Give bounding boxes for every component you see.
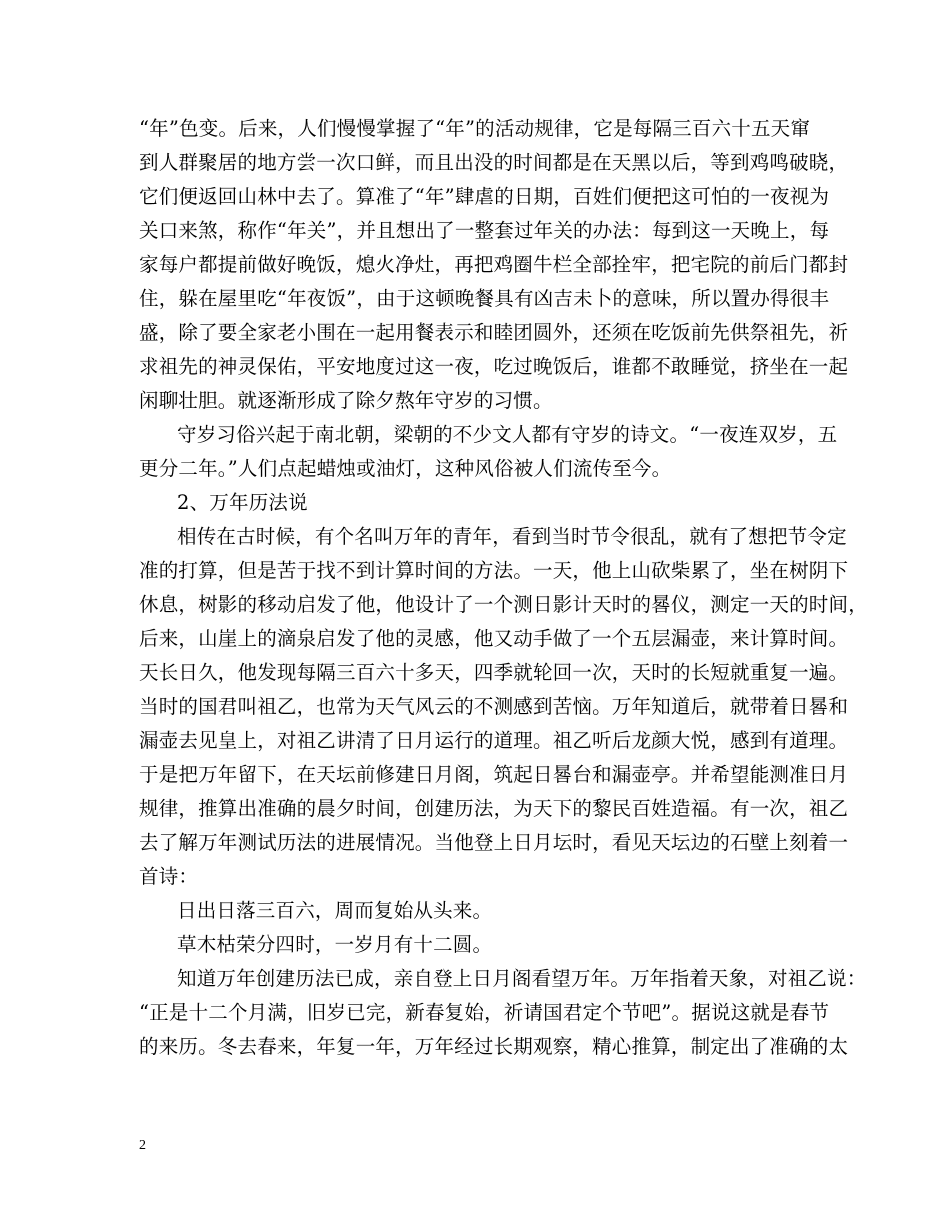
text-line: 家每户都提前做好晚饭，熄火净灶，再把鸡圈牛栏全部拴牢，把宅院的前后门都封	[139, 253, 849, 276]
text-line: 后来，山崖上的滴泉启发了他的灵感，他又动手做了一个五层漏壶，来计算时间。	[139, 627, 849, 650]
poem-line: 日出日落三百六，周而复始从头来。	[177, 899, 493, 922]
text-line: 盛，除了要全家老小围在一起用餐表示和睦团圆外，还须在吃饭前先供祭祖先，祈	[139, 321, 849, 344]
text-line: 住，躲在屋里吃“年夜饭”，由于这顿晚餐具有凶吉未卜的意味，所以置办得很丰	[139, 287, 830, 310]
text-line: 关口来煞，称作“年关”，并且想出了一整套过年关的办法：每到这一天晚上，每	[139, 219, 830, 242]
text-line: 闲聊壮胆。就逐渐形成了除夕熬年守岁的习惯。	[139, 389, 553, 412]
text-line: 它们便返回山林中去了。算准了“年”肆虐的日期，百姓们便把这可怕的一夜视为	[139, 185, 830, 208]
paragraph-start-line: 相传在古时候，有个名叫万年的青年，看到当时节令很乱，就有了想把节令定	[177, 525, 847, 548]
paragraph-start-line: 知道万年创建历法已成，亲自登上日月阁看望万年。万年指着天象，对祖乙说：	[177, 967, 867, 990]
page-number: 2	[139, 1138, 146, 1153]
text-line: 到人群聚居的地方尝一次口鲜，而且出没的时间都是在天黑以后，等到鸡鸣破晓，	[139, 151, 849, 174]
text-line: 天长日久，他发现每隔三百六十多天，四季就轮回一次，天时的长短就重复一遍。	[139, 661, 849, 684]
text-line: 规律，推算出准确的晨夕时间，创建历法，为天下的黎民百姓造福。有一次，祖乙	[139, 797, 849, 820]
section-heading: 2、万年历法说	[177, 491, 308, 514]
text-line: 更分二年。”人们点起蜡烛或油灯，这种风俗被人们流传至今。	[139, 457, 672, 480]
text-line: 的来历。冬去春来，年复一年，万年经过长期观察，精心推算，制定出了准确的太	[139, 1035, 849, 1058]
text-line: 当时的国君叫祖乙，也常为天气风云的不测感到苦恼。万年知道后，就带着日晷和	[139, 695, 849, 718]
paragraph-start-line: 守岁习俗兴起于南北朝，梁朝的不少文人都有守岁的诗文。“一夜连双岁，五	[177, 423, 838, 446]
text-line: 首诗：	[139, 865, 199, 888]
text-line: 准的打算，但是苦于找不到计算时间的方法。一天，他上山砍柴累了，坐在树阴下	[139, 559, 849, 582]
text-line: 休息，树影的移动启发了他，他设计了一个测日影计天时的晷仪，测定一天的时间，	[139, 593, 868, 616]
text-line: 去了解万年测试历法的进展情况。当他登上日月坛时，看见天坛边的石壁上刻着一	[139, 831, 849, 854]
poem-line: 草木枯荣分四时，一岁月有十二圆。	[177, 933, 493, 956]
text-line: 求祖先的神灵保佑，平安地度过这一夜，吃过晚饭后，谁都不敢睡觉，挤坐在一起	[139, 355, 849, 378]
text-line: 于是把万年留下，在天坛前修建日月阁，筑起日晷台和漏壶亭。并希望能测准日月	[139, 763, 849, 786]
text-line: 漏壶去见皇上，对祖乙讲清了日月运行的道理。祖乙听后龙颜大悦，感到有道理。	[139, 729, 849, 752]
text-line: “年”色变。后来，人们慢慢掌握了“年”的活动规律，它是每隔三百六十五天窜	[139, 117, 811, 140]
text-line: “正是十二个月满，旧岁已完，新春复始，祈请国君定个节吧”。据说这就是春节	[139, 1001, 830, 1024]
